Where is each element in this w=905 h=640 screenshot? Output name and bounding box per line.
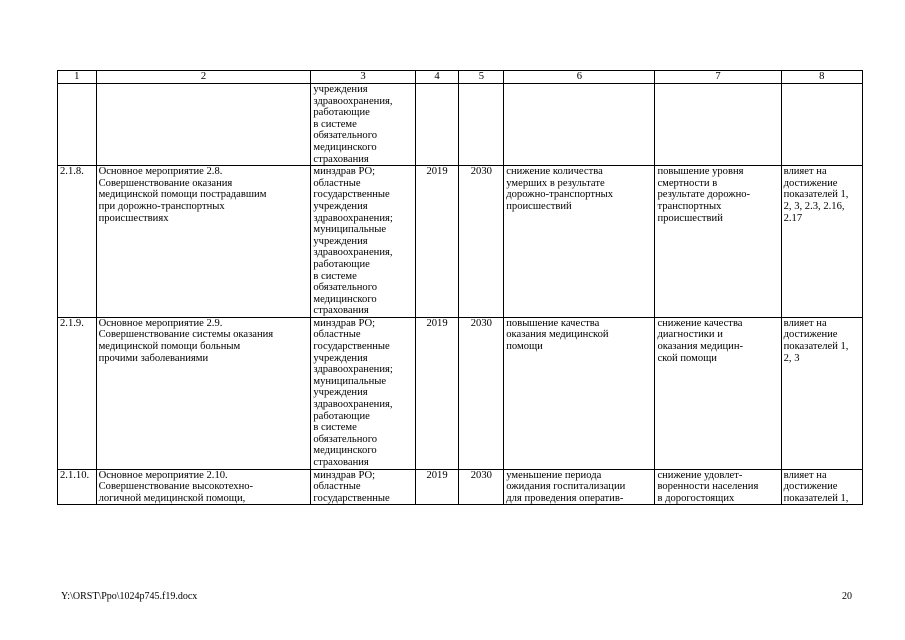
executor-cell: минздрав РО; областные государственные (311, 469, 415, 505)
header-cell: 4 (415, 71, 459, 84)
row-number-cell: 2.1.10. (58, 469, 97, 505)
executor-cell: учреждения здравоохранения, работающие в системе обязательного медицинского страхования (311, 84, 415, 166)
row-number-cell: 2.1.8. (58, 166, 97, 318)
end-year-cell (459, 84, 504, 166)
table-row (58, 469, 863, 505)
header-cell: 8 (781, 71, 862, 84)
event-cell (96, 84, 311, 166)
consequence-cell: снижение качества диагностики и оказания медицин- ской помощи (655, 317, 781, 469)
row-number-cell (58, 84, 97, 166)
header-cell: 3 (311, 71, 415, 84)
end-year-cell: 2030 (459, 317, 504, 469)
end-year-cell: 2030 (459, 469, 504, 505)
consequence-cell: снижение удовлет- воренности населения в дорогостоящих (655, 469, 781, 505)
header-cell: 7 (655, 71, 781, 84)
consequence-cell: повышение уровня смертности в результате дорожно- транспортных происшествий (655, 166, 781, 318)
indicator-link-cell (781, 84, 862, 166)
end-year-cell: 2030 (459, 166, 504, 318)
table-row (58, 84, 863, 166)
executor-cell: минздрав РО; областные государственные учреждения здравоохранения; муниципальные учреждения здравоохранения, работающие в системе обязательного медицинского страхования (311, 317, 415, 469)
header-cell: 6 (504, 71, 655, 84)
plan-table (57, 70, 863, 505)
table-row (58, 317, 863, 469)
start-year-cell (415, 84, 459, 166)
file-path: Y:\ORST\Ppo\1024p745.f19.docx (61, 591, 198, 602)
header-cell: 5 (459, 71, 504, 84)
result-cell (504, 84, 655, 166)
table-body (58, 71, 863, 505)
header-cell: 1 (58, 71, 97, 84)
consequence-cell (655, 84, 781, 166)
table-row (58, 166, 863, 318)
event-cell: Основное мероприятие 2.9. Совершенствование системы оказания медицинской помощи больным прочими заболеваниями (96, 317, 311, 469)
result-cell: повышение качества оказания медицинской помощи (504, 317, 655, 469)
start-year-cell: 2019 (415, 317, 459, 469)
start-year-cell: 2019 (415, 469, 459, 505)
header-row (58, 71, 863, 84)
event-cell: Основное мероприятие 2.8. Совершенствование оказания медицинской помощи пострадавшим при дорожно-транспортных происшествиях (96, 166, 311, 318)
indicator-link-cell: влияет на достижение показателей 1, 2, 3, 2.3, 2.16, 2.17 (781, 166, 862, 318)
result-cell: снижение количества умерших в результате дорожно-транспортных происшествий (504, 166, 655, 318)
executor-cell: минздрав РО; областные государственные учреждения здравоохранения; муниципальные учреждения здравоохранения, работающие в системе обязательного медицинского страхования (311, 166, 415, 318)
row-number-cell: 2.1.9. (58, 317, 97, 469)
event-cell: Основное мероприятие 2.10. Совершенствование высокотехно- логичной медицинской помощи, (96, 469, 311, 505)
header-cell: 2 (96, 71, 311, 84)
indicator-link-cell: влияет на достижение показателей 1, (781, 469, 862, 505)
page-number: 20 (842, 591, 852, 602)
indicator-link-cell: влияет на достижение показателей 1, 2, 3 (781, 317, 862, 469)
result-cell: уменьшение периода ожидания госпитализации для проведения оператив- (504, 469, 655, 505)
start-year-cell: 2019 (415, 166, 459, 318)
